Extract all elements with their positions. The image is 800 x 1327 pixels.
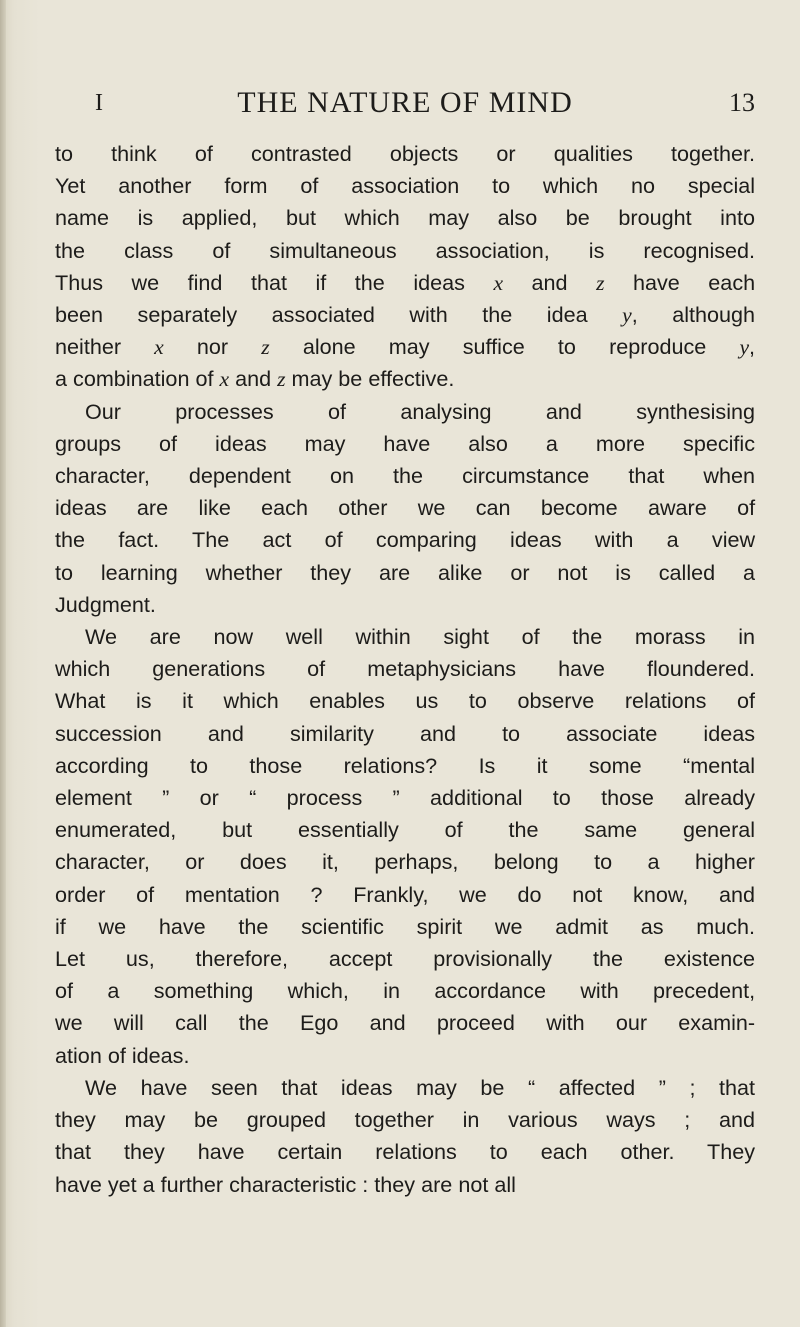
- paragraph: [55, 138, 755, 396]
- text-line: ideas are like each other we can become aware of: [55, 495, 756, 521]
- paragraph: [55, 396, 755, 621]
- text-line: Thus we find that if the ideas x and z have each: [55, 269, 756, 295]
- text-line: Our processes of analysing and synthesising: [85, 398, 756, 424]
- chapter-number: I: [95, 90, 104, 116]
- text-line: groups of ideas may have also a more specific: [55, 430, 756, 456]
- text-line: character, or does it, perhaps, belong to a higher: [55, 849, 755, 875]
- text-line: succession and similarity and to associate ideas: [55, 720, 756, 746]
- text-line: which generations of metaphysicians have floundered.: [55, 656, 756, 682]
- page-gutter-edge: [0, 0, 6, 1327]
- text-line: have yet a further characteristic : they are not all: [55, 1171, 516, 1197]
- text-line: a combination of x and z may be effective.: [55, 366, 455, 392]
- text-line: according to those relations? Is it some “mental: [55, 752, 756, 778]
- text-line: we will call the Ego and proceed with our examin-: [55, 1010, 756, 1036]
- paragraph: [55, 1072, 755, 1201]
- text-line: to learning whether they are alike or not is called a: [55, 559, 756, 585]
- text-line: name is applied, but which may also be brought into: [55, 205, 755, 231]
- body-text: [55, 138, 755, 1201]
- text-line: order of mentation ? Frankly, we do not know, and: [55, 881, 756, 907]
- text-line: Yet another form of association to which no special: [55, 173, 756, 199]
- text-line: the class of simultaneous association, is recognised.: [55, 237, 756, 263]
- text-line: the fact. The act of comparing ideas with a view: [55, 527, 756, 553]
- paragraph: [55, 621, 755, 1072]
- text-line: character, dependent on the circumstance that when: [55, 463, 756, 489]
- text-line: been separately associated with the idea y, although: [55, 302, 756, 328]
- text-line: Judgment.: [55, 591, 156, 617]
- running-header: [55, 86, 755, 126]
- text-line: ation of ideas.: [55, 1042, 190, 1068]
- text-line: that they have certain relations to each other. They: [55, 1139, 756, 1165]
- text-line: We have seen that ideas may be “ affected ” ; that: [85, 1074, 756, 1100]
- text-line: Let us, therefore, accept provisionally the existence: [55, 946, 756, 972]
- text-line: element ” or “ process ” additional to those already: [55, 785, 756, 811]
- text-line: of a something which, in accordance with precedent,: [55, 978, 756, 1004]
- text-line: We are now well within sight of the morass in: [85, 624, 756, 650]
- text-line: to think of contrasted objects or qualities together.: [55, 141, 756, 166]
- text-line: What is it which enables us to observe relations of: [55, 688, 756, 714]
- text-line: neither x nor z alone may suffice to reproduce y,: [55, 334, 756, 360]
- text-line: they may be grouped together in various ways ; and: [55, 1107, 756, 1133]
- text-line: if we have the scientific spirit we admit as much.: [55, 913, 756, 939]
- running-title: THE NATURE OF MIND: [237, 86, 573, 119]
- page-number: 13: [729, 88, 755, 117]
- text-line: enumerated, but essentially of the same general: [55, 817, 756, 843]
